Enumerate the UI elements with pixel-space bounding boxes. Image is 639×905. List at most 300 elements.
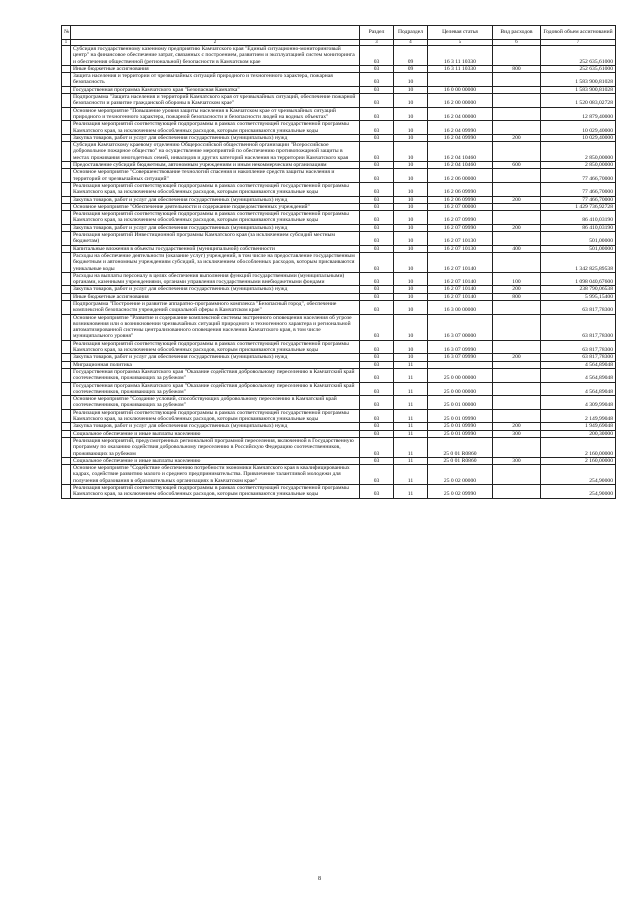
colnum: 3 [360,40,394,46]
row-subsection: 10 [394,196,428,203]
row-amount: 63 817,78300 [541,354,616,361]
row-name: Закупка товаров, работ и услуг для обеспечения государственных (муниципальных) нужд [71,196,360,203]
row-expense-type: 800 [493,65,541,72]
table-row [62,211,616,225]
row-subsection: 11 [394,361,428,368]
row-name: Реализация мероприятий Инвестиционной программы Камчатского края (за исключением субсидий местным бюджетам) [71,232,360,246]
row-number [62,169,71,183]
row-expense-type [493,465,541,485]
row-amount: 4 309,99048 [541,396,616,410]
row-name: Государственная программа Камчатского края "Оказание содействия добровольному переселению в Камчатский край соотечественников, проживающих за рубежом" [71,368,360,382]
row-subsection: 10 [394,300,428,314]
row-expense-type [493,396,541,410]
row-name: Подпрограмма "Построение и развитие аппаратно-программного комплекса "Безопасный город", обеспечение комплексной безопасности учреждений социальной сферы в Камчатском крае" [71,300,360,314]
row-subsection: 10 [394,134,428,141]
table-row [62,203,616,210]
row-amount: 4 564,89048 [541,368,616,382]
row-number [62,430,71,437]
table-row [62,437,616,457]
row-expense-type: 600 [493,162,541,169]
row-number [62,354,71,361]
table-row [62,272,616,286]
row-subsection: 11 [394,382,428,396]
row-amount: 86 410,03190 [541,211,616,225]
row-amount: 63 817,78300 [541,300,616,314]
table-row [62,94,616,108]
row-amount: 1 949,69048 [541,423,616,430]
row-expense-type: 200 [493,196,541,203]
table-row [62,354,616,361]
row-name: Реализация мероприятий соответствующей подпрограммы в рамках соответствующей государственной программы Камчатского края, за исключением обособленных расходов, которым присваиваются уникальные коды [71,121,360,135]
row-name: Закупка товаров, работ и услуг для обеспечения государственных (муниципальных) нужд [71,354,360,361]
row-target: 16 0 00 00000 [428,86,493,93]
row-subsection: 10 [394,232,428,246]
row-target: 16 2 04 00000 [428,107,493,121]
row-name: Социальное обеспечение и иные выплаты населению [71,430,360,437]
row-target: 25 0 01 09990 [428,409,493,423]
row-section: 03 [360,169,394,183]
row-number [62,245,71,252]
row-name: Закупка товаров, работ и услуг для обеспечения государственных (муниципальных) нужд [71,423,360,430]
table-row [62,361,616,368]
row-amount: 501,00000 [541,245,616,252]
row-number [62,293,71,300]
table-row [62,232,616,246]
row-number [62,423,71,430]
row-expense-type [493,340,541,354]
row-amount: 2 850,00000 [541,162,616,169]
row-name: Закупка товаров, работ и услуг для обеспечения государственных (муниципальных) нужд [71,286,360,293]
row-subsection: 10 [394,224,428,231]
row-amount: 77 466,70000 [541,169,616,183]
row-target: 25 0 01 00000 [428,396,493,410]
row-section: 03 [360,142,394,162]
row-amount: 1 583 900,81028 [541,86,616,93]
row-section: 03 [360,121,394,135]
row-subsection: 11 [394,457,428,464]
row-target: 16 2 07 00000 [428,203,493,210]
table-row [62,382,616,396]
row-amount: 1 520 083,02728 [541,94,616,108]
row-section: 03 [360,300,394,314]
table-row [62,65,616,72]
row-section: 03 [360,340,394,354]
row-section: 03 [360,107,394,121]
row-name: Капитальные вложения в объекты государственной (муниципальной) собственности [71,245,360,252]
row-name: Субсидия Камчатскому краевому отделению Общероссийской общественной организации "Всероссийское добровольное пожарное общество" на осуществление мероприятий по обеспечению противопожарной защиты в местах проживания многодетных семей, инвалидов и других категорий населения на территории Камчатского края [71,142,360,162]
row-target: 16 2 07 09990 [428,224,493,231]
header-expense-type: Вид расходов [493,26,541,40]
row-name: Государственная программа Камчатского края "Оказание содействия добровольному переселению в Камчатский край соотечественников, проживающих за рубежом" [71,382,360,396]
table-row [62,485,616,499]
row-section: 03 [360,182,394,196]
row-target: 16 3 00 00000 [428,300,493,314]
table-row [62,293,616,300]
row-expense-type [493,121,541,135]
row-number [62,382,71,396]
row-number [62,203,71,210]
row-subsection: 10 [394,162,428,169]
row-number [62,211,71,225]
row-amount: 12 879,40000 [541,107,616,121]
row-subsection: 10 [394,354,428,361]
row-expense-type [493,485,541,499]
row-target: 16 2 04 09990 [428,134,493,141]
row-number [62,107,71,121]
row-section: 03 [360,73,394,87]
table-row [62,409,616,423]
row-amount: 77 466,70000 [541,182,616,196]
row-section: 03 [360,423,394,430]
row-section: 03 [360,272,394,286]
row-subsection: 11 [394,409,428,423]
row-section: 03 [360,203,394,210]
row-expense-type: 200 [493,423,541,430]
row-section: 03 [360,382,394,396]
row-name: Иные бюджетные ассигнования [71,293,360,300]
row-target: 16 2 04 09990 [428,121,493,135]
row-target: 16 2 07 10140 [428,252,493,272]
row-name: Основное мероприятие "Содействие обеспечению потребности экономики Камчатского края в квалифицированных кадрах, содействие развитию малого и среднего предпринимательства. Привлечение талантливой молодежи для получения образования в образовательных организациях в Камчатском крае" [71,465,360,485]
table-row [62,245,616,252]
row-subsection: 10 [394,94,428,108]
row-subsection: 10 [394,272,428,286]
row-amount: 2 160,00000 [541,457,616,464]
row-section: 03 [360,485,394,499]
row-subsection: 11 [394,437,428,457]
table-row [62,107,616,121]
row-number [62,224,71,231]
row-number [62,314,71,340]
row-target: 16 2 07 10130 [428,245,493,252]
colnum: 6 [493,40,541,46]
row-amount: 2 160,00000 [541,437,616,457]
row-number [62,134,71,141]
row-target: 16 3 11 10330 [428,65,493,72]
row-expense-type [493,94,541,108]
row-number [62,485,71,499]
row-section: 03 [360,354,394,361]
row-target: 16 3 11 10330 [428,46,493,66]
row-amount: 2 850,00000 [541,142,616,162]
colnum: 1 [62,40,71,46]
row-subsection: 10 [394,252,428,272]
row-name: Реализация мероприятий соответствующей подпрограммы в рамках соответствующей государственной программы Камчатского края, за исключением обособленных расходов, которым присваиваются уникальные коды [71,485,360,499]
table-row [62,121,616,135]
row-expense-type [493,142,541,162]
row-expense-type: 800 [493,293,541,300]
table-row [62,430,616,437]
row-name: Реализация мероприятий соответствующей подпрограммы в рамках соответствующей государственной программы Камчатского края, за исключением обособленных расходов, которым присваиваются уникальные коды [71,211,360,225]
row-expense-type: 200 [493,224,541,231]
row-expense-type: 200 [493,134,541,141]
row-number [62,65,71,72]
row-subsection: 11 [394,423,428,430]
row-target: 16 3 07 09990 [428,354,493,361]
row-section: 03 [360,211,394,225]
row-amount: 1 429 736,92728 [541,203,616,210]
header-annual: Годовой объем ассигнований [541,26,616,40]
row-number [62,286,71,293]
row-number [62,368,71,382]
row-amount: 10 029,40000 [541,134,616,141]
row-target: 16 3 07 00000 [428,314,493,340]
row-name: Основное мероприятие "Совершенствование технологий спасения и накопление средств защиты населения и территорий от чрезвычайных ситуаций" [71,169,360,183]
row-section: 03 [360,46,394,66]
row-subsection: 10 [394,182,428,196]
table-row [62,196,616,203]
row-expense-type [493,409,541,423]
row-subsection: 10 [394,245,428,252]
row-name: Закупка товаров, работ и услуг для обеспечения государственных (муниципальных) нужд [71,224,360,231]
row-amount: 1 342 825,89538 [541,252,616,272]
row-number [62,46,71,66]
row-section: 03 [360,286,394,293]
header-name [71,26,360,40]
row-amount: 252 635,61000 [541,65,616,72]
row-subsection: 11 [394,396,428,410]
row-amount: 501,00000 [541,232,616,246]
row-section: 03 [360,465,394,485]
row-number [62,457,71,464]
header-row [62,26,616,40]
row-target: 16 2 06 00000 [428,169,493,183]
row-target [428,73,493,87]
table-row [62,314,616,340]
row-name: Реализация мероприятий соответствующей подпрограммы в рамках соответствующей государственной программы Камчатского края, за исключением обособленных расходов, которым присваиваются уникальные коды [71,340,360,354]
row-target: 16 2 04 10460 [428,142,493,162]
row-expense-type [493,73,541,87]
header-no: № [62,26,71,40]
row-number [62,86,71,93]
row-name: Миграционная политика [71,361,360,368]
row-name: Основное мероприятие "Развитие и содержание комплексной системы экстренного оповещения населения об угрозе возникновения или о возникновении чрезвычайных ситуаций природного и техногенного характера и региональной автоматизированной системы централизованного оповещения населения Камчатского края, в том числе муниципального уровня" [71,314,360,340]
row-target: 16 2 07 10140 [428,272,493,286]
row-expense-type [493,211,541,225]
row-number [62,121,71,135]
row-subsection: 10 [394,211,428,225]
row-number [62,232,71,246]
row-expense-type: 300 [493,430,541,437]
row-expense-type [493,314,541,340]
row-amount: 63 817,78300 [541,340,616,354]
row-amount: 252 635,61000 [541,46,616,66]
row-target: 16 2 07 10140 [428,293,493,300]
row-target: 25 0 01 09990 [428,430,493,437]
header-subsection: Подраздел [394,26,428,40]
row-section: 03 [360,196,394,203]
row-subsection: 10 [394,107,428,121]
row-expense-type [493,107,541,121]
header-target: Целевая статья [428,26,493,40]
row-amount: 86 410,03190 [541,224,616,231]
table-row [62,182,616,196]
row-amount: 63 817,78300 [541,314,616,340]
row-target [428,361,493,368]
row-number [62,162,71,169]
row-amount: 200,30000 [541,430,616,437]
row-number [62,94,71,108]
row-expense-type: 100 [493,272,541,286]
row-section: 03 [360,245,394,252]
table-row [62,396,616,410]
row-number [62,437,71,457]
row-name: Расходы на выплаты персоналу в целях обеспечения выполнения функций государственными (муниципальными) органами, казенными учреждениями, органами управления государственными внебюджетными фондами [71,272,360,286]
row-number [62,252,71,272]
row-name: Основное мероприятие "Создание условий, способствующих добровольному переселению в Камчатский край соотечественников, проживающих за рубежом" [71,396,360,410]
row-number [62,396,71,410]
row-amount: 77 466,70000 [541,196,616,203]
row-name: Предоставление субсидий бюджетным, автономным учреждениям и иным некоммерческим организациям [71,162,360,169]
row-name: Основное мероприятие "Обеспечение деятельности и содержание подведомственных учреждений" [71,203,360,210]
row-subsection: 10 [394,142,428,162]
row-subsection: 10 [394,73,428,87]
row-expense-type [493,86,541,93]
row-target: 25 0 00 00000 [428,368,493,382]
row-target: 16 2 06 09990 [428,182,493,196]
row-section: 03 [360,368,394,382]
row-expense-type [493,169,541,183]
row-target: 25 0 01 R0860 [428,437,493,457]
table-row [62,86,616,93]
row-target: 16 2 04 10460 [428,162,493,169]
row-section: 03 [360,396,394,410]
table-row [62,368,616,382]
row-section: 03 [360,314,394,340]
table-row [62,73,616,87]
row-subsection: 10 [394,86,428,93]
table-row [62,46,616,66]
row-expense-type [493,368,541,382]
table-body [62,46,616,499]
row-expense-type: 300 [493,457,541,464]
row-section: 03 [360,224,394,231]
row-subsection: 10 [394,293,428,300]
row-subsection: 09 [394,46,428,66]
row-section: 03 [360,134,394,141]
row-expense-type [493,182,541,196]
row-section: 03 [360,86,394,93]
row-amount: 4 564,89048 [541,382,616,396]
row-name: Субсидия государственному казенному предприятию Камчатского края "Единый ситуационно-мониторинговый центр" на финансовое обеспечение затрат, связанных с построением, развитием и эксплуатацией систем мониторинга и обеспечения общественной (региональной) безопасности в Камчатском крае [71,46,360,66]
row-number [62,182,71,196]
row-subsection: 11 [394,430,428,437]
row-subsection: 10 [394,169,428,183]
row-subsection: 11 [394,485,428,499]
row-expense-type [493,203,541,210]
row-expense-type [493,232,541,246]
row-expense-type [493,437,541,457]
colnum: 4 [394,40,428,46]
row-section: 03 [360,457,394,464]
table-row [62,457,616,464]
row-number [62,196,71,203]
row-name: Основное мероприятие "Повышение уровня защиты населения в Камчатском крае от чрезвычайных ситуаций природного и техногенного характера, пожарной безопасности и безопасности людей на водных объектах" [71,107,360,121]
table-row [62,340,616,354]
row-subsection: 11 [394,465,428,485]
table-row [62,162,616,169]
row-number [62,409,71,423]
row-number [62,272,71,286]
row-number [62,73,71,87]
row-name: Иные бюджетные ассигнования [71,65,360,72]
row-section: 03 [360,232,394,246]
row-section: 03 [360,252,394,272]
row-amount: 1 098 040,67600 [541,272,616,286]
row-target: 25 0 01 R0860 [428,457,493,464]
table-row [62,169,616,183]
colnum: 7 [541,40,616,46]
row-target: 16 3 07 09990 [428,340,493,354]
row-subsection: 10 [394,121,428,135]
header-section: Раздел [360,26,394,40]
row-expense-type: 400 [493,245,541,252]
row-section: 03 [360,430,394,437]
row-number [62,300,71,314]
row-amount: 254,90000 [541,465,616,485]
page-number: 8 [318,876,321,882]
table-row [62,224,616,231]
row-expense-type [493,252,541,272]
row-name: Расходы на обеспечение деятельности (оказание услуг) учреждений, в том числе на предоставление государственным бюджетным и автономным учреждениям субсидий, за исключением обособленных расходов, которым присваиваются уникальные коды [71,252,360,272]
table-row [62,142,616,162]
row-expense-type [493,361,541,368]
row-number [62,142,71,162]
row-name: Государственная программа Камчатского края "Безопасная Камчатка" [71,86,360,93]
table-row [62,300,616,314]
row-expense-type: 200 [493,286,541,293]
row-section: 03 [360,65,394,72]
row-number [62,465,71,485]
row-section: 03 [360,361,394,368]
row-amount: 10 029,40000 [541,121,616,135]
row-expense-type [493,46,541,66]
row-expense-type: 200 [493,354,541,361]
table-row [62,252,616,272]
row-target: 25 0 02 00000 [428,465,493,485]
row-subsection: 10 [394,340,428,354]
table-row [62,465,616,485]
row-expense-type [493,382,541,396]
row-number [62,340,71,354]
budget-table [61,25,616,499]
row-amount: 254,90000 [541,485,616,499]
row-subsection: 10 [394,314,428,340]
row-target: 25 0 01 09990 [428,423,493,430]
row-section: 03 [360,162,394,169]
row-section: 03 [360,293,394,300]
row-section: 03 [360,437,394,457]
row-name: Реализация мероприятий соответствующей подпрограммы в рамках соответствующей государственной программы Камчатского края, за исключением обособленных расходов, которым присваиваются уникальные коды [71,182,360,196]
row-number [62,361,71,368]
row-section: 03 [360,409,394,423]
row-target: 16 2 00 00000 [428,94,493,108]
row-amount: 5 995,15400 [541,293,616,300]
row-subsection: 11 [394,368,428,382]
row-name: Закупка товаров, работ и услуг для обеспечения государственных (муниципальных) нужд [71,134,360,141]
row-target: 16 2 07 10130 [428,232,493,246]
row-subsection: 10 [394,203,428,210]
row-amount: 238 790,06538 [541,286,616,293]
row-target: 16 2 07 09990 [428,211,493,225]
row-amount: 2 149,99048 [541,409,616,423]
colnum: 2 [71,40,360,46]
row-name: Защита населения и территории от чрезвычайных ситуаций природного и техногенного характера, пожарная безопасность [71,73,360,87]
table-row [62,134,616,141]
row-target: 16 2 07 10140 [428,286,493,293]
row-target: 25 0 00 00000 [428,382,493,396]
row-target: 25 0 02 09990 [428,485,493,499]
